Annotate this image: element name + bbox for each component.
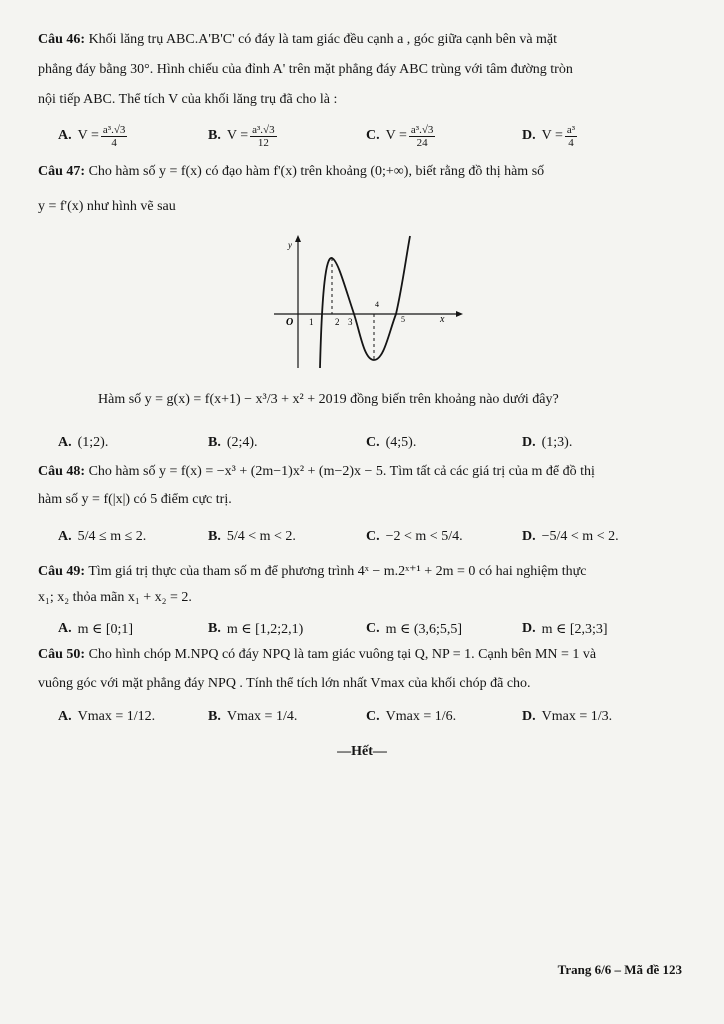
fraction: $\frac{\text{a³.√3}}{12}$ <box>252 123 275 149</box>
q49-text-1: Tìm giá trị thực của tham số m để phương trình 4ˣ − m.2ˣ⁺¹ + 2m = 0 có hai nghiệm thực <box>88 564 587 579</box>
q46-line-1 <box>38 30 694 50</box>
q50-option-b[interactable]: B. Vmax = 1/4. <box>208 709 298 724</box>
q47-text-1: Cho hàm số y = f(x) có đạo hàm f'(x) trên khoảng (0;+∞), biết rằng đồ thị hàm số <box>88 164 545 179</box>
q47-option-c[interactable]: C. (4;5). <box>366 435 417 450</box>
q50-text-1: Cho hình chóp M.NPQ có đáy NPQ là tam giác vuông tại Q, NP = 1. Cạnh bên MN = 1 và <box>88 647 597 662</box>
q49-option-b[interactable]: B. m ∈ [1,2;2,1) <box>208 621 304 637</box>
q46-text-1: Khối lăng trụ ABC.A'B'C' có đáy là tam giác đều cạnh a , góc giữa cạnh bên và mặt <box>88 32 558 47</box>
q47-option-b[interactable]: B. (2;4). <box>208 435 258 450</box>
q47-line-2: y = f'(x) như hình vẽ sau <box>38 199 176 214</box>
end-marker: —Hết— <box>337 744 387 759</box>
q47-option-d[interactable]: D. (1;3). <box>522 435 573 450</box>
q48-label: Câu 48: <box>38 464 86 479</box>
origin-label: O <box>286 317 294 328</box>
q46-options <box>58 119 698 153</box>
fraction: $\frac{\text{a³}}{4}$ <box>566 123 576 149</box>
q49-options <box>58 612 698 646</box>
tick-label-5: 5 <box>401 315 405 324</box>
page-footer: Trang 6/6 – Mã đề 123 <box>557 962 682 977</box>
q50-option-d[interactable]: D. Vmax = 1/3. <box>522 709 613 724</box>
q48-option-d[interactable]: D. −5/4 < m < 2. <box>522 529 619 544</box>
q49-label: Câu 49: <box>38 564 86 579</box>
q49-option-d[interactable]: D. m ∈ [2,3;3] <box>522 621 608 637</box>
q48-line-1 <box>38 462 694 482</box>
y-axis-arrow <box>295 235 301 242</box>
q49-option-c[interactable]: C. m ∈ (3,6;5,5] <box>366 621 463 637</box>
q50-label: Câu 50: <box>38 647 86 662</box>
fraction: $\frac{\text{a³.√3}}{24}$ <box>410 123 434 149</box>
q46-line-3: nội tiếp ABC. Thể tích V của khối lăng trụ đã cho là : <box>38 92 338 107</box>
q47-option-a[interactable]: A. (1;2). <box>58 435 109 450</box>
q50-option-c[interactable]: C. Vmax = 1/6. <box>366 709 457 724</box>
q47-question: Hàm số y = g(x) = f(x+1) − x³/3 + x² + 2019 đồng biến trên khoảng nào dưới đây? <box>98 392 559 407</box>
q50-options <box>58 700 698 734</box>
q46-option-d[interactable]: D. V = $\frac{\text{a³}}{4}$ <box>522 123 576 149</box>
x-axis-arrow <box>456 311 463 317</box>
y-axis-label: y <box>288 240 292 250</box>
q48-option-c[interactable]: C. −2 < m < 5/4. <box>366 529 463 544</box>
value-label-4: 4 <box>375 300 379 309</box>
q48-line-2: hàm số y = f(|x|) có 5 điểm cực trị. <box>38 492 232 507</box>
q48-options <box>58 520 698 554</box>
tick-label-1: 1 <box>309 317 314 327</box>
q46-label: Câu 46: <box>38 32 86 47</box>
q46-option-b[interactable]: B. V = $\frac{\text{a³.√3}}{12}$ <box>208 123 275 149</box>
q48-option-b[interactable]: B. 5/4 < m < 2. <box>208 529 296 544</box>
q46-option-c[interactable]: C. V = $\frac{\text{a³.√3}}{24}$ <box>366 123 434 149</box>
q46-line-2: phẳng đáy bằng 30°. Hình chiếu của đỉnh A' trên mặt phẳng đáy ABC trùng với tâm đường tròn <box>38 62 573 77</box>
q46-option-a[interactable]: A. V = $\frac{\text{a³.√3}}{4}$ <box>58 123 126 149</box>
q48-text-1: Cho hàm số y = f(x) = −x³ + (2m−1)x² + (m−2)x − 5. Tìm tất cả các giá trị của m để đồ thị <box>88 464 595 479</box>
q49-option-a[interactable]: A. m ∈ [0;1] <box>58 621 134 637</box>
fraction: $\frac{\text{a³.√3}}{4}$ <box>102 123 126 149</box>
x-axis-label: x <box>440 314 445 325</box>
tick-label-3: 3 <box>348 317 353 327</box>
derivative-curve <box>320 236 410 368</box>
q49-line-1 <box>38 562 694 582</box>
q50-option-a[interactable]: A. Vmax = 1/12. <box>58 709 156 724</box>
q47-label: Câu 47: <box>38 164 86 179</box>
q47-line-1 <box>38 162 694 182</box>
q47-options <box>58 426 698 460</box>
derivative-graph <box>268 228 468 374</box>
q48-option-a[interactable]: A. 5/4 ≤ m ≤ 2. <box>58 529 147 544</box>
q49-line-2: x₁; x₂ thỏa mãn x₁ + x₂ = 2. <box>38 590 192 605</box>
q50-line-2: vuông góc với mặt phẳng đáy NPQ . Tính thể tích lớn nhất Vmax của khối chóp đã cho. <box>38 676 531 691</box>
q50-line-1 <box>38 645 694 665</box>
tick-label-2: 2 <box>335 317 340 327</box>
